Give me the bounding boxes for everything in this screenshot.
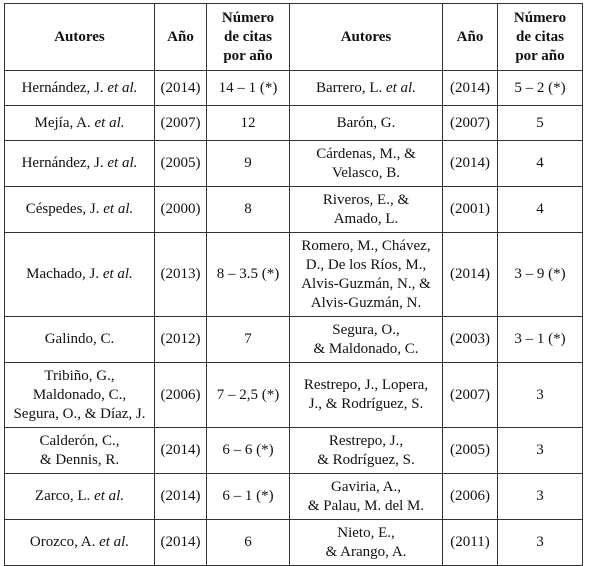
author-name: Zarco, L.	[34, 488, 95, 504]
citations-cell-right: 4	[498, 141, 583, 187]
author-name: Barón, G.	[336, 114, 396, 131]
citations-table	[4, 3, 583, 566]
author-line	[7, 330, 152, 349]
citations-cell-right: 5 – 2 (*)	[498, 71, 583, 106]
year-cell-right: (2001)	[443, 187, 498, 233]
author-name: Orozco, A.	[29, 534, 100, 550]
citations-cell-right: 3 – 9 (*)	[498, 233, 583, 317]
author-cell-left	[5, 141, 155, 187]
author-name: Céspedes, J.	[25, 201, 104, 217]
author-line	[292, 256, 440, 275]
author-cell-left	[5, 474, 155, 520]
author-name: Restrepo, J., Lopera,	[303, 377, 429, 393]
author-name: Mejía, A.	[34, 114, 95, 131]
author-line	[7, 154, 152, 173]
author-name: Cárdenas, M., &	[316, 145, 416, 162]
author-name: Calderón, C.,	[39, 432, 120, 449]
year-cell-left: (2006)	[155, 363, 207, 428]
header-year-left: Año	[155, 4, 207, 71]
author-cell-right	[290, 106, 443, 141]
header-authors-left: Autores	[5, 4, 155, 71]
author-name: Romero, M., Chávez,	[301, 237, 431, 254]
year-cell-left: (2013)	[155, 233, 207, 317]
et-al: et al.	[107, 155, 138, 171]
author-line	[292, 164, 440, 183]
year-cell-right: (2014)	[443, 71, 498, 106]
author-name: & Rodríguez, S.	[317, 451, 415, 468]
year-cell-left: (2014)	[155, 520, 207, 566]
author-cell-right	[290, 428, 443, 474]
author-line	[292, 114, 440, 133]
table-row	[5, 141, 583, 187]
table-body	[5, 71, 583, 566]
author-name: Amado, L.	[333, 210, 399, 227]
author-line	[7, 405, 152, 424]
author-cell-left	[5, 106, 155, 141]
citations-cell-right: 3	[498, 428, 583, 474]
author-line	[292, 340, 440, 359]
year-cell-right: (2014)	[443, 233, 498, 317]
author-name: Gaviria, A.,	[331, 478, 401, 495]
year-cell-right: (2011)	[443, 520, 498, 566]
author-line	[7, 533, 152, 552]
author-line	[292, 497, 440, 516]
et-al: et al.	[103, 201, 134, 217]
table-row	[5, 106, 583, 141]
author-line	[292, 145, 440, 164]
header-citations-right: Número de citas por año	[498, 4, 583, 71]
author-line	[292, 376, 440, 395]
author-name: Velasco, B.	[332, 164, 400, 181]
author-name: Alvis-Guzmán, N., &	[301, 275, 431, 292]
header-row	[5, 4, 583, 71]
table-row	[5, 71, 583, 106]
et-al: et al.	[99, 534, 130, 550]
author-line	[292, 210, 440, 229]
citations-cell-left: 6 – 6 (*)	[207, 428, 290, 474]
author-line	[7, 451, 152, 470]
author-line	[292, 432, 440, 451]
header-citations-left: Número de citas por año	[207, 4, 290, 71]
year-cell-left: (2014)	[155, 428, 207, 474]
author-name: Segura, O., & Díaz, J.	[13, 405, 146, 422]
author-line	[7, 487, 152, 506]
author-line	[292, 451, 440, 470]
author-line	[7, 200, 152, 219]
author-line	[7, 432, 152, 451]
author-name: Hernández, J.	[21, 79, 108, 96]
author-name: J., & Rodríguez, S.	[308, 396, 424, 412]
citations-cell-left: 6	[207, 520, 290, 566]
author-line	[7, 265, 152, 284]
author-line	[292, 478, 440, 497]
year-cell-right: (2007)	[443, 363, 498, 428]
author-name: D., De los Ríos, M.,	[305, 256, 427, 273]
author-cell-right	[290, 233, 443, 317]
author-line	[292, 395, 440, 414]
author-cell-right	[290, 187, 443, 233]
year-cell-right: (2003)	[443, 317, 498, 363]
table-row	[5, 317, 583, 363]
citations-cell-left: 8	[207, 187, 290, 233]
year-cell-right: (2005)	[443, 428, 498, 474]
citations-cell-right: 3 – 1 (*)	[498, 317, 583, 363]
author-name: Tribiño, G.,	[44, 367, 115, 384]
year-cell-left: (2007)	[155, 106, 207, 141]
author-cell-right	[290, 363, 443, 428]
citations-cell-left: 12	[207, 106, 290, 141]
citations-cell-right: 3	[498, 474, 583, 520]
table-row	[5, 363, 583, 428]
year-cell-left: (2014)	[155, 71, 207, 106]
author-line	[292, 524, 440, 543]
author-name: & Maldonado, C.	[313, 340, 419, 357]
author-cell-left	[5, 187, 155, 233]
year-cell-left: (2014)	[155, 474, 207, 520]
author-line	[292, 191, 440, 210]
author-cell-left	[5, 428, 155, 474]
citations-cell-right: 3	[498, 520, 583, 566]
year-cell-left: (2005)	[155, 141, 207, 187]
table-row	[5, 233, 583, 317]
author-name: & Palau, M. del M.	[307, 497, 425, 514]
citations-cell-left: 14 – 1 (*)	[207, 71, 290, 106]
author-cell-right	[290, 71, 443, 106]
citations-cell-left: 8 – 3.5 (*)	[207, 233, 290, 317]
citations-cell-left: 7	[207, 317, 290, 363]
header-year-right: Año	[443, 4, 498, 71]
citations-cell-left: 7 – 2,5 (*)	[207, 363, 290, 428]
author-name: & Arango, A.	[325, 543, 407, 560]
author-line	[7, 386, 152, 405]
author-name: Machado, J.	[26, 266, 103, 282]
author-cell-right	[290, 317, 443, 363]
author-line	[292, 294, 440, 313]
table-row	[5, 187, 583, 233]
author-cell-left	[5, 233, 155, 317]
author-name: Alvis-Guzmán, N.	[310, 294, 422, 311]
author-line	[7, 79, 152, 98]
author-line	[292, 237, 440, 256]
author-cell-left	[5, 317, 155, 363]
author-name: Hernández, J.	[21, 155, 108, 171]
year-cell-left: (2000)	[155, 187, 207, 233]
author-cell-right	[290, 141, 443, 187]
author-cell-left	[5, 520, 155, 566]
author-cell-left	[5, 363, 155, 428]
author-cell-left	[5, 71, 155, 106]
year-cell-left: (2012)	[155, 317, 207, 363]
author-line	[292, 275, 440, 294]
et-al: et al.	[94, 114, 125, 131]
author-name: Riveros, E., &	[322, 191, 410, 208]
et-al: et al.	[94, 488, 125, 504]
author-name: Restrepo, J.,	[328, 432, 404, 449]
author-name: Nieto, E.,	[337, 524, 395, 541]
citations-cell-left: 6 – 1 (*)	[207, 474, 290, 520]
author-cell-right	[290, 474, 443, 520]
table-row	[5, 520, 583, 566]
year-cell-right: (2006)	[443, 474, 498, 520]
author-name: Barrero, L.	[316, 79, 386, 96]
author-line	[292, 543, 440, 562]
author-name: & Dennis, R.	[39, 451, 120, 468]
citations-cell-right: 4	[498, 187, 583, 233]
author-name: Maldonado, C.,	[32, 386, 127, 403]
citations-cell-right: 3	[498, 363, 583, 428]
table-row	[5, 474, 583, 520]
author-line	[7, 114, 152, 133]
author-name: Galindo, C.	[44, 331, 115, 347]
header-authors-right: Autores	[290, 4, 443, 71]
et-al: et al.	[102, 266, 133, 282]
citations-cell-right: 5	[498, 106, 583, 141]
author-cell-right	[290, 520, 443, 566]
table-row	[5, 428, 583, 474]
et-al: et al.	[385, 79, 416, 96]
author-name: Segura, O.,	[332, 321, 400, 338]
year-cell-right: (2014)	[443, 141, 498, 187]
year-cell-right: (2007)	[443, 106, 498, 141]
author-line	[292, 79, 440, 98]
et-al: et al.	[107, 79, 138, 96]
author-line	[7, 367, 152, 386]
author-line	[292, 321, 440, 340]
citations-cell-left: 9	[207, 141, 290, 187]
